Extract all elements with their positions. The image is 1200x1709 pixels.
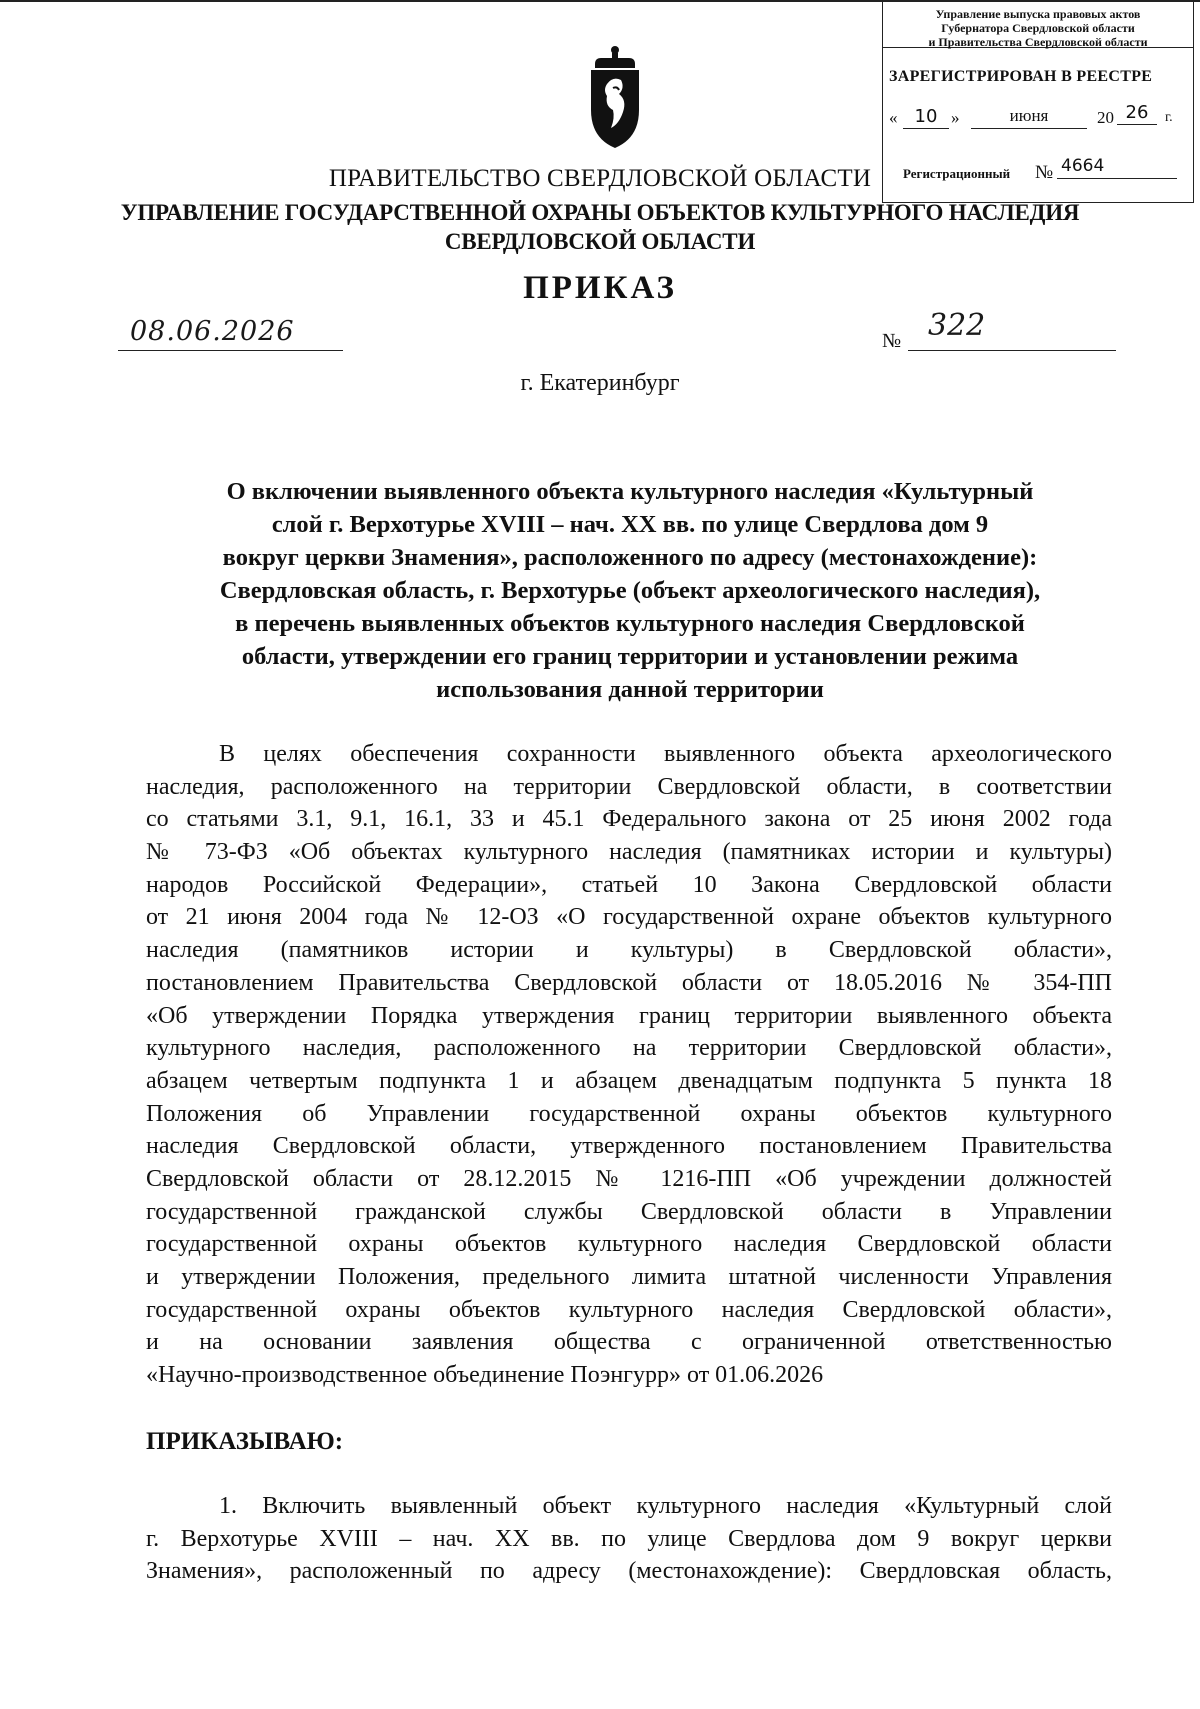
title-line: области, утверждении его границ территории и установлении режима bbox=[241, 643, 1019, 670]
order-title bbox=[140, 475, 1120, 706]
stamp-dept-line: Управление выпуска правовых актов bbox=[935, 7, 1141, 21]
order-item-1 bbox=[146, 1490, 1112, 1588]
stamp-year-prefix: 20 bbox=[1097, 108, 1114, 127]
body-line: постановлением Правительства Свердловской области от 18.05.2016 № 354-ПП bbox=[146, 969, 1112, 996]
body-line: № 73-ФЗ «Об объектах культурного наследия (памятниках истории и культуры) bbox=[146, 839, 1112, 866]
order-number-field bbox=[908, 308, 1116, 351]
body-line: «Научно-производственное объединение Поэнгурр» от 01.06.2026 bbox=[146, 1362, 824, 1389]
body-line: абзацем четвертым подпункта 1 и абзацем двенадцатым подпункта 5 пункта 18 bbox=[146, 1067, 1112, 1094]
stamp-dept-line: и Правительства Свердловской области bbox=[928, 35, 1148, 49]
body-line: Свердловской области от 28.12.2015 № 1216-ПП «Об учреждении должностей bbox=[146, 1165, 1112, 1192]
body-line: В целях обеспечения сохранности выявленного объекта археологического bbox=[219, 741, 1112, 767]
department-name-line2: СВЕРДЛОВСКОЙ ОБЛАСТИ bbox=[444, 229, 756, 254]
stamp-date bbox=[889, 102, 1189, 132]
order-date-field bbox=[118, 318, 343, 351]
body-line: от 21 июня 2004 года № 12-ОЗ «О государственной охране объектов культурного bbox=[146, 904, 1112, 931]
stamp-department bbox=[883, 2, 1193, 48]
body-line: наследия, расположенного на территории Свердловской области, в соответствии bbox=[146, 773, 1112, 800]
order-word: ПРИКАЗЫВАЮ: bbox=[146, 1428, 344, 1455]
document-type: ПРИКАЗ bbox=[523, 270, 677, 306]
body-line: государственной гражданской службы Свердловской области в Управлении bbox=[146, 1198, 1112, 1225]
city: г. Екатеринбург bbox=[520, 370, 680, 396]
stamp-reg-number-value: 4664 bbox=[1061, 156, 1105, 176]
body-line: наследия Свердловской области, утвержденного постановлением Правительства bbox=[146, 1133, 1112, 1160]
body-line: «Об утверждении Порядка утверждения границ территории выявленного объекта bbox=[146, 1002, 1112, 1029]
body-line: наследия (памятников истории и культуры) в Свердловской области», bbox=[146, 937, 1112, 964]
stamp-no-sign: № bbox=[1035, 162, 1054, 183]
stamp-year bbox=[1117, 102, 1157, 125]
stamp-open-quote: « bbox=[889, 108, 898, 127]
preamble-paragraph bbox=[146, 738, 1112, 1392]
order-number-handwritten: 322 bbox=[928, 308, 986, 343]
stamp-reg-label: Регистрационный bbox=[903, 166, 1011, 181]
order-number-label: № bbox=[882, 330, 902, 352]
title-line: слой г. Верхотурье XVIII – нач. XX вв. по улице Свердлова дом 9 bbox=[271, 511, 989, 538]
order-date-handwritten: 08.06.2026 bbox=[130, 316, 295, 347]
body-line: государственной охраны объектов культурного наследия Свердловской области bbox=[146, 1231, 1112, 1258]
item-line: 1. Включить выявленный объект культурного наследия «Культурный слой bbox=[219, 1493, 1112, 1519]
stamp-close-quote: » bbox=[951, 108, 960, 127]
body-line: и на основании заявления общества с ограниченной ответственностью bbox=[146, 1329, 1112, 1356]
department-name-line1: УПРАВЛЕНИЕ ГОСУДАРСТВЕННОЙ ОХРАНЫ ОБЪЕКТОВ КУЛЬТУРНОГО НАСЛЕДИЯ bbox=[120, 200, 1080, 225]
title-line: О включении выявленного объекта культурного наследия «Культурный bbox=[226, 478, 1034, 505]
item-line: Знамения», расположенный по адресу (местонахождение): Свердловская область, bbox=[146, 1558, 1112, 1585]
government-name: ПРАВИТЕЛЬСТВО СВЕРДЛОВСКОЙ ОБЛАСТИ bbox=[328, 165, 872, 192]
stamp-day-value: 10 bbox=[914, 106, 938, 127]
stamp-year-abbr: г. bbox=[1165, 110, 1173, 125]
body-line: государственной охраны объектов культурного наследия Свердловской области», bbox=[146, 1296, 1112, 1323]
item-line: г. Верхотурье XVIII – нач. XX вв. по улице Свердлова дом 9 вокруг церкви bbox=[146, 1525, 1112, 1552]
body-line: Положения об Управлении государственной охраны объектов культурного bbox=[146, 1100, 1112, 1127]
stamp-month bbox=[971, 106, 1087, 129]
title-line: Свердловская область, г. Верхотурье (объект археологического наследия), bbox=[219, 577, 1041, 604]
title-line: в перечень выявленных объектов культурного наследия Свердловской bbox=[235, 610, 1025, 637]
body-line: со статьями 3.1, 9.1, 16.1, 33 и 45.1 Федерального закона от 25 июня 2002 года bbox=[146, 806, 1112, 833]
body-line: культурного наследия, расположенного на территории Свердловской области», bbox=[146, 1035, 1112, 1062]
stamp-dept-line: Губернатора Свердловской области bbox=[941, 21, 1135, 35]
stamp-month-value: июня bbox=[1009, 106, 1049, 125]
coat-of-arms-emblem bbox=[585, 44, 645, 150]
stamp-year-value: 26 bbox=[1125, 102, 1149, 123]
body-line: и утверждении Положения, предельного лимита штатной численности Управления bbox=[146, 1264, 1112, 1290]
body-line: народов Российской Федерации», статьей 10 Закона Свердловской области bbox=[146, 871, 1112, 898]
stamp-registered-title: ЗАРЕГИСТРИРОВАН В РЕЕСТРЕ bbox=[889, 68, 1153, 85]
stamp-day bbox=[903, 106, 949, 129]
title-line: вокруг церкви Знамения», расположенного по адресу (местонахождение): bbox=[222, 544, 1038, 571]
title-line: использования данной территории bbox=[436, 676, 824, 703]
